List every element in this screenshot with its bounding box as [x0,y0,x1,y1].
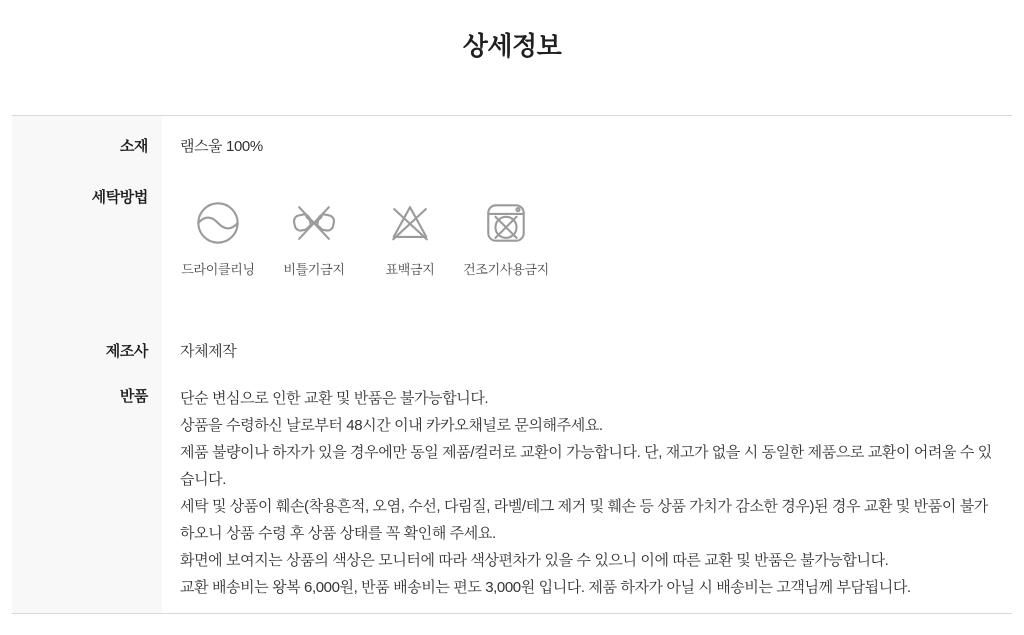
row-content-material [162,116,1012,166]
manufacturer-value: 자체제작 [180,343,237,360]
row-content-manufacturer [162,324,1012,373]
row-content-washing [162,166,1012,324]
care-item-dry-cleaning [180,200,256,278]
row-label-returns: 반품 [12,373,162,613]
returns-paragraph: 화면에 보여지는 상품의 색상은 모니터에 따라 색상편차가 있을 수 있으니 이에 따른 교환 및 반품은 불가능합니다. [180,552,889,569]
table-row-material [12,116,1012,166]
returns-paragraph: 세탁 및 상품이 훼손(착용흔적, 오염, 수선, 다림질, 라벨/테그 제거 및 훼손 등 상품 가치가 감소한 경우)된 경우 교환 및 반품이 불가하오니 상품 수령 후 상품 상태를 꼭 확인해 주세요. [180,498,988,542]
row-content-returns [162,373,1012,613]
table-row-returns [12,373,1012,613]
material-value: 램스울 100% [180,138,263,155]
care-item-label: 비틀기금지 [283,262,345,277]
row-label-material: 소재 [12,116,162,166]
care-item-no-bleach [372,200,448,278]
dry-cleaning-icon [195,200,241,246]
no-bleach-icon [387,200,433,246]
no-tumble-dry-icon [483,200,529,246]
table-row-washing [12,166,1012,324]
care-item-label: 드라이클리닝 [181,262,255,277]
returns-paragraph: 교환 배송비는 왕복 6,000원, 반품 배송비는 편도 3,000원 입니다. 제품 하자가 아닐 시 배송비는 고객님께 부담됩니다. [180,579,911,596]
care-symbols-list [180,200,998,278]
page-title: 상세정보 [462,31,562,61]
care-item-no-tumble-dry [463,200,549,278]
care-item-label: 건조기사용금지 [463,262,549,277]
product-detail-page [0,26,1024,614]
row-label-manufacturer: 제조사 [12,324,162,373]
care-item-no-wring [276,200,352,278]
returns-paragraph: 단순 변심으로 인한 교환 및 반품은 불가능합니다. [180,390,489,407]
table-row-manufacturer [12,324,1012,373]
care-item-label: 표백금지 [385,262,435,277]
no-wring-icon [291,200,337,246]
product-info-table [12,115,1012,614]
returns-paragraph: 제품 불량이나 하자가 있을 경우에만 동일 제품/컬러로 교환이 가능합니다. 단, 재고가 없을 시 동일한 제품으로 교환이 어려울 수 있습니다. [180,444,992,488]
returns-paragraph: 상품을 수령하신 날로부터 48시간 이내 카카오채널로 문의해주세요. [180,417,603,434]
row-label-washing: 세탁방법 [12,166,162,324]
